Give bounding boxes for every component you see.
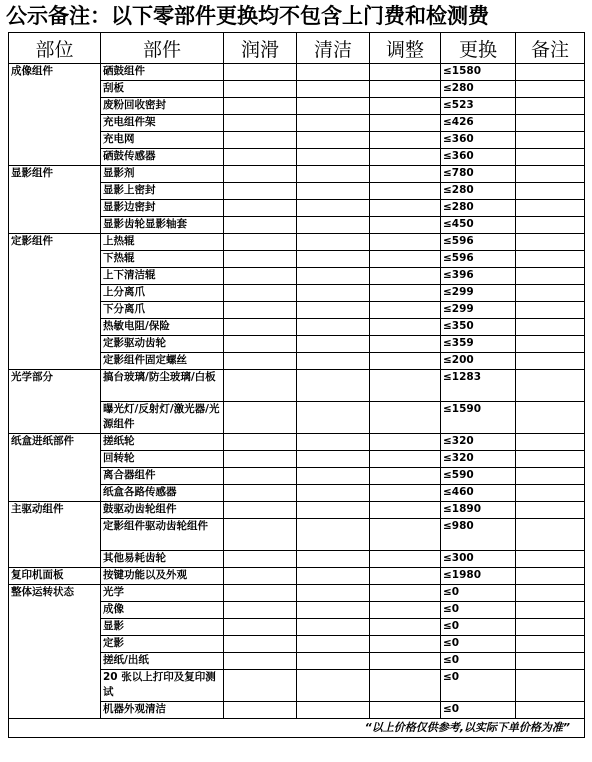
remark-cell xyxy=(516,353,585,370)
lubricate-cell xyxy=(224,502,297,519)
price-cell: ≤0 xyxy=(441,585,516,602)
part-cell: 成像 xyxy=(101,602,224,619)
price-cell: ≤320 xyxy=(441,451,516,468)
lubricate-cell xyxy=(224,285,297,302)
clean-cell xyxy=(297,81,370,98)
price-cell: ≤460 xyxy=(441,485,516,502)
remark-cell xyxy=(516,132,585,149)
price-cell: ≤0 xyxy=(441,670,516,702)
adjust-cell xyxy=(370,468,441,485)
remark-cell xyxy=(516,81,585,98)
section-cell: 成像组件 xyxy=(9,64,101,166)
price-cell: ≤0 xyxy=(441,602,516,619)
lubricate-cell xyxy=(224,166,297,183)
remark-cell xyxy=(516,585,585,602)
part-cell: 按键功能以及外观 xyxy=(101,568,224,585)
clean-cell xyxy=(297,132,370,149)
lubricate-cell xyxy=(224,568,297,585)
adjust-cell xyxy=(370,81,441,98)
price-cell: ≤0 xyxy=(441,619,516,636)
clean-cell xyxy=(297,149,370,166)
adjust-cell xyxy=(370,485,441,502)
part-cell: 显影剂 xyxy=(101,166,224,183)
clean-cell xyxy=(297,251,370,268)
part-cell: 其他易耗齿轮 xyxy=(101,551,224,568)
price-cell: ≤780 xyxy=(441,166,516,183)
adjust-cell xyxy=(370,319,441,336)
adjust-cell xyxy=(370,285,441,302)
clean-cell xyxy=(297,519,370,551)
lubricate-cell xyxy=(224,217,297,234)
remark-cell xyxy=(516,519,585,551)
clean-cell xyxy=(297,268,370,285)
adjust-cell xyxy=(370,268,441,285)
column-header-lubricate: 润滑 xyxy=(224,33,297,64)
price-cell: ≤1980 xyxy=(441,568,516,585)
adjust-cell xyxy=(370,551,441,568)
lubricate-cell xyxy=(224,602,297,619)
lubricate-cell xyxy=(224,64,297,81)
adjust-cell xyxy=(370,183,441,200)
part-cell: 搓纸/出纸 xyxy=(101,653,224,670)
remark-cell xyxy=(516,251,585,268)
clean-cell xyxy=(297,434,370,451)
remark-cell xyxy=(516,336,585,353)
remark-cell xyxy=(516,434,585,451)
price-cell: ≤1283 xyxy=(441,370,516,402)
price-cell: ≤590 xyxy=(441,468,516,485)
adjust-cell xyxy=(370,670,441,702)
remark-cell xyxy=(516,200,585,217)
adjust-cell xyxy=(370,64,441,81)
part-cell: 下热辊 xyxy=(101,251,224,268)
clean-cell xyxy=(297,485,370,502)
lubricate-cell xyxy=(224,451,297,468)
remark-cell xyxy=(516,551,585,568)
lubricate-cell xyxy=(224,183,297,200)
clean-cell xyxy=(297,619,370,636)
adjust-cell xyxy=(370,149,441,166)
section-cell: 整体运转状态 xyxy=(9,585,101,719)
lubricate-cell xyxy=(224,200,297,217)
price-cell: ≤426 xyxy=(441,115,516,132)
price-table-body xyxy=(9,64,585,719)
lubricate-cell xyxy=(224,670,297,702)
price-cell: ≤280 xyxy=(441,81,516,98)
part-cell: 显影边密封 xyxy=(101,200,224,217)
lubricate-cell xyxy=(224,653,297,670)
clean-cell xyxy=(297,585,370,602)
part-cell: 下分离爪 xyxy=(101,302,224,319)
part-cell: 显影齿轮显影轴套 xyxy=(101,217,224,234)
price-cell: ≤359 xyxy=(441,336,516,353)
lubricate-cell xyxy=(224,636,297,653)
part-cell: 废粉回收密封 xyxy=(101,98,224,115)
part-cell: 定影组件驱动齿轮组件 xyxy=(101,519,224,551)
remark-cell xyxy=(516,670,585,702)
part-cell: 显影 xyxy=(101,619,224,636)
clean-cell xyxy=(297,402,370,434)
lubricate-cell xyxy=(224,319,297,336)
price-cell: ≤299 xyxy=(441,302,516,319)
table-row xyxy=(9,166,585,183)
remark-cell xyxy=(516,234,585,251)
adjust-cell xyxy=(370,115,441,132)
lubricate-cell xyxy=(224,336,297,353)
price-cell: ≤450 xyxy=(441,217,516,234)
price-cell: ≤0 xyxy=(441,636,516,653)
remark-cell xyxy=(516,183,585,200)
clean-cell xyxy=(297,217,370,234)
table-row xyxy=(9,370,585,402)
price-cell: ≤350 xyxy=(441,319,516,336)
adjust-cell xyxy=(370,434,441,451)
lubricate-cell xyxy=(224,485,297,502)
clean-cell xyxy=(297,166,370,183)
adjust-cell xyxy=(370,200,441,217)
adjust-cell xyxy=(370,234,441,251)
lubricate-cell xyxy=(224,132,297,149)
footer-row xyxy=(9,719,585,738)
column-header-position: 部位 xyxy=(9,33,101,64)
part-cell: 上热辊 xyxy=(101,234,224,251)
price-cell: ≤0 xyxy=(441,702,516,719)
adjust-cell xyxy=(370,132,441,149)
adjust-cell xyxy=(370,568,441,585)
part-cell: 硒鼓组件 xyxy=(101,64,224,81)
table-row xyxy=(9,585,585,602)
lubricate-cell xyxy=(224,81,297,98)
remark-cell xyxy=(516,166,585,183)
adjust-cell xyxy=(370,251,441,268)
lubricate-cell xyxy=(224,402,297,434)
remark-cell xyxy=(516,149,585,166)
adjust-cell xyxy=(370,619,441,636)
adjust-cell xyxy=(370,602,441,619)
clean-cell xyxy=(297,653,370,670)
table-row xyxy=(9,568,585,585)
clean-cell xyxy=(297,602,370,619)
remark-cell xyxy=(516,468,585,485)
remark-cell xyxy=(516,302,585,319)
remark-cell xyxy=(516,268,585,285)
column-header-part: 部件 xyxy=(101,33,224,64)
remark-cell xyxy=(516,568,585,585)
part-cell: 定影组件固定螺丝 xyxy=(101,353,224,370)
lubricate-cell xyxy=(224,585,297,602)
table-row xyxy=(9,234,585,251)
price-cell: ≤396 xyxy=(441,268,516,285)
price-cell: ≤596 xyxy=(441,234,516,251)
lubricate-cell xyxy=(224,268,297,285)
adjust-cell xyxy=(370,98,441,115)
price-cell: ≤200 xyxy=(441,353,516,370)
clean-cell xyxy=(297,200,370,217)
price-cell: ≤360 xyxy=(441,149,516,166)
price-cell: ≤596 xyxy=(441,251,516,268)
price-cell: ≤523 xyxy=(441,98,516,115)
part-cell: 机器外观清洁 xyxy=(101,702,224,719)
part-cell: 搞台玻璃/防尘玻璃/白板 xyxy=(101,370,224,402)
remark-cell xyxy=(516,285,585,302)
price-cell: ≤360 xyxy=(441,132,516,149)
clean-cell xyxy=(297,370,370,402)
clean-cell xyxy=(297,451,370,468)
remark-cell xyxy=(516,653,585,670)
remark-cell xyxy=(516,115,585,132)
clean-cell xyxy=(297,551,370,568)
price-table xyxy=(8,32,585,738)
remark-cell xyxy=(516,98,585,115)
section-cell: 定影组件 xyxy=(9,234,101,370)
clean-cell xyxy=(297,285,370,302)
clean-cell xyxy=(297,702,370,719)
price-cell: ≤299 xyxy=(441,285,516,302)
remark-cell xyxy=(516,402,585,434)
remark-cell xyxy=(516,217,585,234)
lubricate-cell xyxy=(224,434,297,451)
column-header-adjust: 调整 xyxy=(370,33,441,64)
remark-cell xyxy=(516,602,585,619)
adjust-cell xyxy=(370,336,441,353)
lubricate-cell xyxy=(224,115,297,132)
adjust-cell xyxy=(370,519,441,551)
price-cell: ≤1890 xyxy=(441,502,516,519)
lubricate-cell xyxy=(224,619,297,636)
column-header-replace: 更换 xyxy=(441,33,516,64)
adjust-cell xyxy=(370,302,441,319)
lubricate-cell xyxy=(224,353,297,370)
lubricate-cell xyxy=(224,302,297,319)
footer-note: “以上价格仅供参考,以实际下单价格为准” xyxy=(9,719,585,738)
clean-cell xyxy=(297,115,370,132)
part-cell: 显影上密封 xyxy=(101,183,224,200)
remark-cell xyxy=(516,502,585,519)
part-cell: 定影驱动齿轮 xyxy=(101,336,224,353)
remark-cell xyxy=(516,370,585,402)
lubricate-cell xyxy=(224,519,297,551)
lubricate-cell xyxy=(224,234,297,251)
part-cell: 曝光灯/反射灯/激光器/光源组件 xyxy=(101,402,224,434)
price-cell: ≤0 xyxy=(441,653,516,670)
part-cell: 纸盒各路传感器 xyxy=(101,485,224,502)
adjust-cell xyxy=(370,402,441,434)
adjust-cell xyxy=(370,166,441,183)
section-cell: 复印机面板 xyxy=(9,568,101,585)
clean-cell xyxy=(297,336,370,353)
table-row xyxy=(9,502,585,519)
remark-cell xyxy=(516,702,585,719)
lubricate-cell xyxy=(224,251,297,268)
remark-cell xyxy=(516,636,585,653)
section-cell: 光学部分 xyxy=(9,370,101,434)
clean-cell xyxy=(297,468,370,485)
price-cell: ≤280 xyxy=(441,200,516,217)
table-row xyxy=(9,64,585,81)
clean-cell xyxy=(297,670,370,702)
remark-cell xyxy=(516,319,585,336)
price-cell: ≤280 xyxy=(441,183,516,200)
lubricate-cell xyxy=(224,149,297,166)
part-cell: 20 张以上打印及复印测试 xyxy=(101,670,224,702)
page-heading: 公示备注：以下零部件更换均不包含上门费和检测费 xyxy=(6,3,489,28)
lubricate-cell xyxy=(224,370,297,402)
adjust-cell xyxy=(370,370,441,402)
section-cell: 显影组件 xyxy=(9,166,101,234)
adjust-cell xyxy=(370,636,441,653)
clean-cell xyxy=(297,234,370,251)
part-cell: 热敏电阻/保险 xyxy=(101,319,224,336)
adjust-cell xyxy=(370,451,441,468)
adjust-cell xyxy=(370,653,441,670)
clean-cell xyxy=(297,183,370,200)
adjust-cell xyxy=(370,585,441,602)
part-cell: 上下清洁辊 xyxy=(101,268,224,285)
remark-cell xyxy=(516,619,585,636)
adjust-cell xyxy=(370,702,441,719)
price-cell: ≤1590 xyxy=(441,402,516,434)
price-cell: ≤320 xyxy=(441,434,516,451)
part-cell: 离合器组件 xyxy=(101,468,224,485)
clean-cell xyxy=(297,98,370,115)
part-cell: 回转轮 xyxy=(101,451,224,468)
part-cell: 光学 xyxy=(101,585,224,602)
clean-cell xyxy=(297,64,370,81)
lubricate-cell xyxy=(224,551,297,568)
part-cell: 刮板 xyxy=(101,81,224,98)
remark-cell xyxy=(516,485,585,502)
part-cell: 上分离爪 xyxy=(101,285,224,302)
table-row xyxy=(9,434,585,451)
price-cell: ≤300 xyxy=(441,551,516,568)
clean-cell xyxy=(297,568,370,585)
part-cell: 搓纸轮 xyxy=(101,434,224,451)
clean-cell xyxy=(297,302,370,319)
price-cell: ≤1580 xyxy=(441,64,516,81)
column-header-remark: 备注 xyxy=(516,33,585,64)
part-cell: 鼓驱动齿轮组件 xyxy=(101,502,224,519)
adjust-cell xyxy=(370,353,441,370)
header-row xyxy=(9,33,585,64)
clean-cell xyxy=(297,636,370,653)
remark-cell xyxy=(516,451,585,468)
part-cell: 充电组件架 xyxy=(101,115,224,132)
part-cell: 充电网 xyxy=(101,132,224,149)
remark-cell xyxy=(516,64,585,81)
part-cell: 硒鼓传感器 xyxy=(101,149,224,166)
clean-cell xyxy=(297,353,370,370)
price-cell: ≤980 xyxy=(441,519,516,551)
adjust-cell xyxy=(370,502,441,519)
section-cell: 纸盒进纸部件 xyxy=(9,434,101,502)
column-header-clean: 清洁 xyxy=(297,33,370,64)
clean-cell xyxy=(297,319,370,336)
lubricate-cell xyxy=(224,98,297,115)
section-cell: 主驱动组件 xyxy=(9,502,101,568)
part-cell: 定影 xyxy=(101,636,224,653)
lubricate-cell xyxy=(224,468,297,485)
adjust-cell xyxy=(370,217,441,234)
lubricate-cell xyxy=(224,702,297,719)
clean-cell xyxy=(297,502,370,519)
